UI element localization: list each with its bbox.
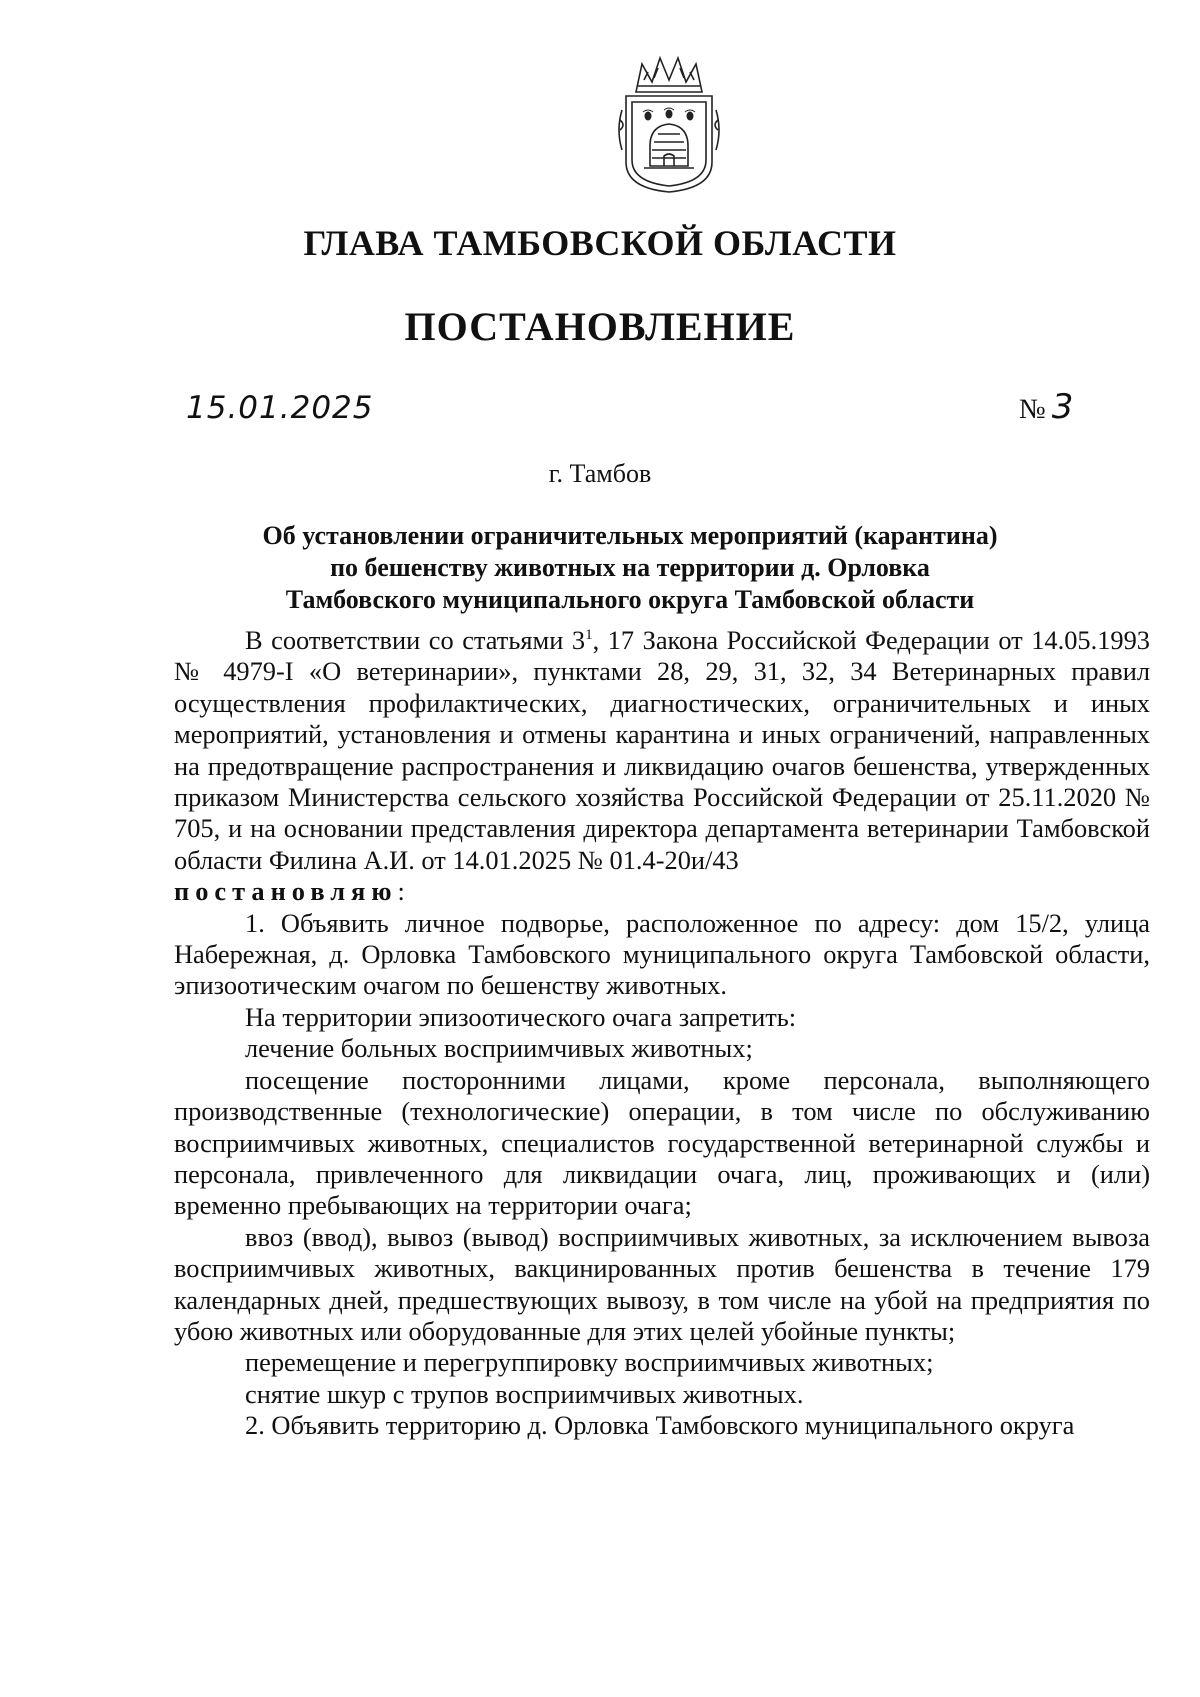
paragraph-prohibit-skinning: снятие шкур с трупов восприимчивых животных. xyxy=(245,1378,804,1409)
paragraph-2: 2. Объявить территорию д. Орловка Тамбовского муниципального округа xyxy=(245,1410,1075,1441)
title-line-2: по бешенству животных на территории д. Орловка xyxy=(330,553,930,582)
city: г. Тамбов xyxy=(548,459,652,488)
paragraph-prohibit-visits: посещение посторонними лицами, кроме персонала, выполняющего производственные (технологические) операции, в том числе по обслуживанию восприимчивых животных, специалистов государственной ветеринарной службы и персонала, привлеченного для ликвидации очага, лиц, проживающих и (или) временно пребывающих на территории очага; xyxy=(174,1064,1150,1221)
paragraph-prohibit-intro: На территории эпизоотического очага запретить: xyxy=(245,1001,797,1032)
number-value: 3 xyxy=(1051,387,1074,427)
paragraph-1: 1. Объявить личное подворье, расположенное по адресу: дом 15/2, улица Набережная, д. Орловка Тамбовского муниципального округа Тамбовской области, эпизоотическим очагом по бешенству животных. xyxy=(174,907,1150,1001)
paragraph-prohibit-regrouping: перемещение и перегруппировку восприимчивых животных; xyxy=(245,1347,934,1378)
title-line-1: Об установлении ограничительных мероприятий (карантина) xyxy=(262,521,998,550)
document-body xyxy=(174,625,1150,1442)
decree-colon: : xyxy=(397,876,405,907)
paragraph-prohibit-transport: ввоз (ввод), вывоз (вывод) восприимчивых животных, за исключением вывоза восприимчивых животных, вакцинированных против бешенства в течение 179 календарных дней, предшествующих вывозу, в том числе на убой на предприятия по убою животных или оборудованные для этих целей убойные пункты; xyxy=(174,1221,1150,1346)
preamble-start: В соответствии со статьями 3 xyxy=(245,625,586,655)
document-number xyxy=(1019,387,1073,427)
issuing-authority: ГЛАВА ТАМБОВСКОЙ ОБЛАСТИ xyxy=(303,223,897,263)
document-date: 15.01.2025 xyxy=(186,390,374,426)
number-sign: № xyxy=(1019,394,1046,425)
preamble-rest: , 17 Закона Российской Федерации от 14.05.1993 № 4979-I «О ветеринарии», пунктами 28, 29, 31, 32, 34 Ветеринарных правил осуществления профилактических, диагностических, ограничительных и иных мероприятий, установления и отмены карантина и иных ограничений, направленных на предотвращение распространения и ликвидацию очагов бешенства, утвержденных приказом Министерства сельского хозяйства Российской Федерации от 25.11.2020 № 705, и на основании представления директора департамента ветеринарии Тамбовской области Филина А.И. от 14.01.2025 № 01.4-20и/43 xyxy=(174,625,1150,875)
decree-word: постановляю xyxy=(174,876,398,907)
document-title xyxy=(180,520,1080,616)
title-line-3: Тамбовского муниципального округа Тамбовской области xyxy=(285,585,975,614)
article-superscript: 1 xyxy=(585,627,593,644)
document-type: ПОСТАНОВЛЕНИЕ xyxy=(404,304,796,349)
decree-line xyxy=(174,876,1150,907)
paragraph-prohibit-treatment: лечение больных восприимчивых животных; xyxy=(245,1033,753,1064)
coat-of-arms-icon xyxy=(614,50,724,195)
preamble-paragraph xyxy=(174,625,1150,876)
